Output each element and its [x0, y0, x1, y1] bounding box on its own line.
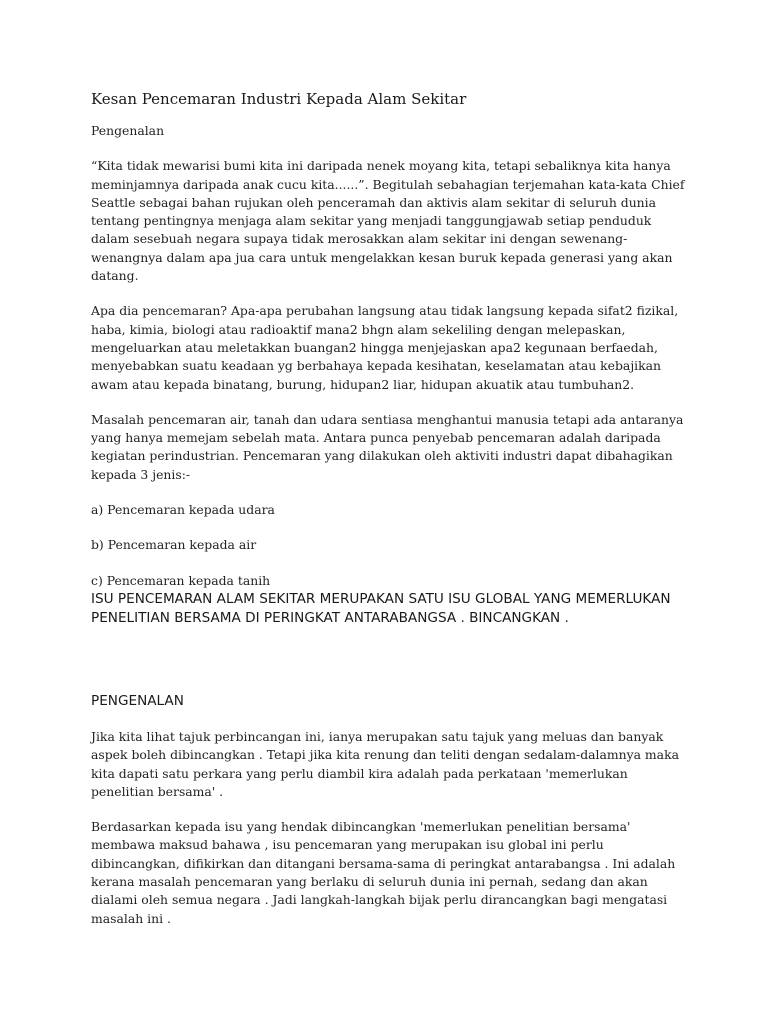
paragraph-topic-discussion: Jika kita lihat tajuk perbincangan ini, ianya merupakan satu tajuk yang meluas dan banyak aspek boleh dibincangkan . Tetapi jika kita renung dan teliti dengan sedalam-dalamnya maka kita dapati satu perkara yang perlu diambil kira adalah pada perkataan 'memerlukan penelitian bersama' .: [91, 728, 679, 799]
paragraph-global-issue: Berdasarkan kepada isu yang hendak dibincangkan 'memerlukan penelitian bersama' membawa maksud bahawa , isu pencemaran yang merupakan isu global ini perlu dibincangkan, difikirkan dan ditangani bersama-sama di peringkat antarabangsa . Ini adalah kerana masalah pencemaran yang berlaku di seluruh dunia ini pernah, sedang dan akan dialami oleh semua negara . Jadi langkah-langkah bijak perlu dirancangkan bagi mengatasi masalah ini .: [91, 819, 676, 926]
paragraph-causes: Masalah pencemaran air, tanah dan udara sentiasa menghantui manusia tetapi ada antaranya yang hanya memejam sebelah mata. Antara punca penyebab pencemaran adalah daripada kegiatan perindustrian. Pencemaran yang dilakukan oleh aktiviti industri dapat dibahagikan kepada 3 jenis:-: [91, 411, 684, 482]
document-title: Kesan Pencemaran Industri Kepada Alam Sekitar: [91, 90, 467, 108]
section-heading-pengenalan: Pengenalan: [91, 123, 165, 138]
paragraph-intro-quote: “Kita tidak mewarisi bumi kita ini daripada nenek moyang kita, tetapi sebaliknya kita hanya meminjamnya daripada anak cucu kita......”. Begitulah sebahagian terjemahan kata-kata Chief Seattle sebagai bahan rujukan oleh penceramah dan aktivis alam sekitar di seluruh dunia tentang pentingnya menjaga alam sekitar yang menjadi tanggungjawab setiap penduduk dalam sesebuah negara supaya tidak merosakkan alam sekitar ini dengan sewenang-wenangnya dalam apa jua cara untuk mengelakkan kesan buruk kepada generasi yang akan datang.: [91, 158, 685, 284]
essay-question: ISU PENCEMARAN ALAM SEKITAR MERUPAKAN SATU ISU GLOBAL YANG MEMERLUKAN PENELITIAN BERSAMA DI PERINGKAT ANTARABANGSA . BINCANGKAN .: [91, 590, 671, 626]
paragraph-definition: Apa dia pencemaran? Apa-apa perubahan langsung atau tidak langsung kepada sifat2 fizikal, haba, kimia, biologi atau radioaktif mana2 bhgn alam sekeliling dengan melepaskan, mengeluarkan atau meletakkan buangan2 hingga menjejaskan apa2 kegunaan berfaedah, menyebabkan suatu keadaan yg berbahaya kepada kesihatan, keselamatan atau kebajikan awam atau kepada binatang, burung, hidupan2 liar, hidupan akuatik atau tumbuhan2.: [91, 303, 679, 392]
list-item-air-pollution: a) Pencemaran kepada udara: [91, 502, 275, 518]
section-heading-pengenalan-caps: PENGENALAN: [91, 692, 184, 709]
list-item-water-pollution: b) Pencemaran kepada air: [91, 537, 257, 553]
list-item-soil-pollution: c) Pencemaran kepada tanih: [91, 572, 271, 588]
document-page: [91, 88, 691, 928]
